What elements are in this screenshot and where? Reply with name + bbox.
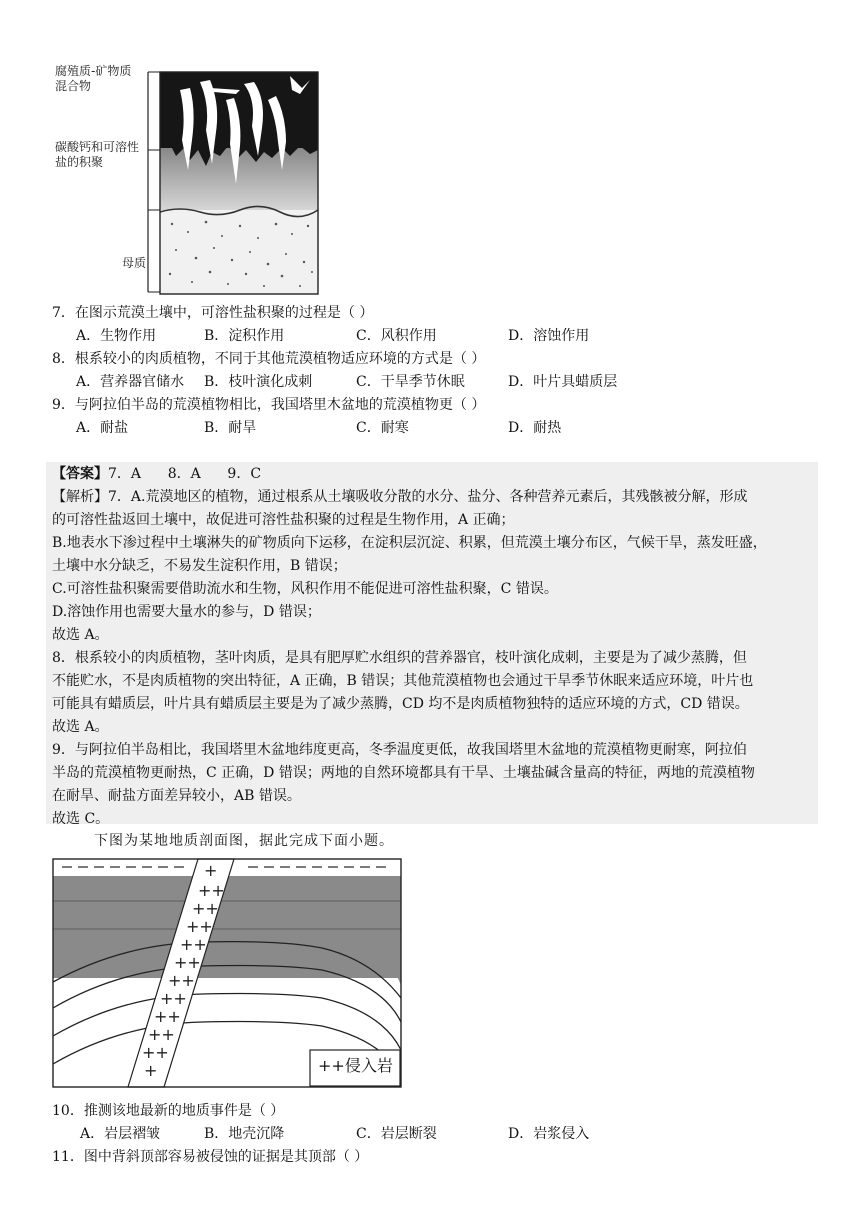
explanation-line: 半岛的荒漠植物更耐热，C 正确，D 错误；两地的自然环境都具有干旱、土壤盐碱含量高的特征，两地的荒漠植物 xyxy=(52,765,755,781)
option-7d[interactable]: D．溶蚀作用 xyxy=(508,328,590,344)
soil-profile-figure xyxy=(140,60,330,300)
label-parent-material: 母质 xyxy=(122,256,147,270)
option-7a[interactable]: A．生物作用 xyxy=(76,328,157,344)
answer-summary xyxy=(52,463,261,485)
explanation-line: D.溶蚀作用也需要大量水的参与，D 错误； xyxy=(52,604,321,620)
question-11-stem: 11．图中背斜顶部容易被侵蚀的证据是其顶部（ ） xyxy=(52,1149,369,1165)
option-9d[interactable]: D．耐热 xyxy=(508,420,562,436)
explanation-line: 故选 A。 xyxy=(52,627,109,643)
explanation-line: C.可溶性盐积聚需要借助流水和生物，风积作用不能促进可溶性盐积聚，C 错误。 xyxy=(52,581,558,597)
answer-tag: 【答案】 xyxy=(52,466,108,482)
svg-text:++: ++ xyxy=(160,989,187,1008)
svg-text:++: ++ xyxy=(168,971,195,990)
svg-text:++: ++ xyxy=(148,1025,175,1044)
option-8d[interactable]: D．叶片具蜡质层 xyxy=(508,374,618,390)
svg-text:++: ++ xyxy=(154,1007,181,1026)
option-10c[interactable]: C．岩层断裂 xyxy=(356,1126,437,1142)
option-7b[interactable]: B．淀积作用 xyxy=(204,328,285,344)
svg-text:++: ++ xyxy=(180,935,207,954)
legend-label: 侵入岩 xyxy=(344,1056,393,1075)
legend-symbol: ++ xyxy=(318,1056,345,1075)
option-10a[interactable]: A．岩层褶皱 xyxy=(80,1126,161,1142)
legend-intrusive-rock xyxy=(318,1056,393,1076)
label-salt-accumulation: 碳酸钙和可溶性 盐的积聚 xyxy=(55,140,140,169)
option-9b[interactable]: B．耐旱 xyxy=(204,420,257,436)
option-8c[interactable]: C．干旱季节休眠 xyxy=(356,374,465,390)
svg-text:++: ++ xyxy=(186,917,213,936)
option-8a[interactable]: A．营养器官储水 xyxy=(76,374,185,390)
question-7-stem: 7．在图示荒漠土壤中，可溶性盐积聚的过程是（ ） xyxy=(52,305,374,321)
explanation-line: 【解析】7．A.荒漠地区的植物，通过根系从土壤吸收分散的水分、盐分、各种营养元素后，其残骸被分解，形成 xyxy=(52,489,748,505)
explanation-line: 土壤中水分缺乏，不易发生淀积作用，B 错误； xyxy=(52,558,347,574)
explanation-line: 不能贮水，不是肉质植物的突出特征，A 正确，B 错误；其他荒漠植物也会通过干旱季节休眠来适应环境，叶片也 xyxy=(52,673,754,689)
svg-text:++: ++ xyxy=(174,953,201,972)
question-9-stem: 9．与阿拉伯半岛的荒漠植物相比，我国塔里木盆地的荒漠植物更（ ） xyxy=(52,397,486,413)
explanation-line: 的可溶性盐返回土壤中，故促进可溶性盐积聚的过程是生物作用，A 正确； xyxy=(52,512,515,528)
svg-text:+: + xyxy=(204,861,218,880)
explanation-line: 可能具有蜡质层，叶片具有蜡质层主要是为了减少蒸腾，CD 均不是肉质植物独特的适应环境的方式，CD 错误。 xyxy=(52,696,749,712)
explanation-line: 故选 C。 xyxy=(52,811,110,827)
svg-text:++: ++ xyxy=(142,1043,169,1062)
explanation-line: 在耐旱、耐盐方面差异较小，AB 错误。 xyxy=(52,788,301,804)
option-9c[interactable]: C．耐寒 xyxy=(356,420,409,436)
figure2-intro: 下图为某地地质剖面图，据此完成下面小题。 xyxy=(94,833,394,849)
question-10-stem: 10．推测该地最新的地质事件是（ ） xyxy=(52,1103,285,1119)
question-9-options xyxy=(0,417,868,439)
label-humus-mineral: 腐殖质-矿物质 混合物 xyxy=(55,64,132,93)
option-9a[interactable]: A．耐盐 xyxy=(76,420,129,436)
explanation-line: 9．与阿拉伯半岛相比，我国塔里木盆地纬度更高，冬季温度更低，故我国塔里木盆地的荒漠植物更耐寒，阿拉伯 xyxy=(52,742,747,758)
answer-keys: 7．A 8．A 9．C xyxy=(108,466,262,482)
explanation-line: B.地表水下渗过程中土壤淋失的矿物质向下运移，在淀积层沉淀、积累，但荒漠土壤分布区，气候干旱，蒸发旺盛， xyxy=(52,535,767,551)
question-10-options xyxy=(0,1123,868,1145)
option-10b[interactable]: B．地壳沉降 xyxy=(204,1126,285,1142)
question-8-stem: 8．根系较小的肉质植物，不同于其他荒漠植物适应环境的方式是（ ） xyxy=(52,351,486,367)
explanation-line: 8．根系较小的肉质植物，茎叶肉质，是具有肥厚贮水组织的营养器官，枝叶演化成刺，主要是为了减少蒸腾，但 xyxy=(52,650,747,666)
svg-text:++: ++ xyxy=(198,881,225,900)
option-7c[interactable]: C．风积作用 xyxy=(356,328,437,344)
question-8-options xyxy=(0,371,868,393)
explanation-line: 故选 A。 xyxy=(52,719,109,735)
question-7-options xyxy=(0,325,868,347)
svg-text:+: + xyxy=(144,1061,158,1080)
option-10d[interactable]: D．岩浆侵入 xyxy=(508,1126,590,1142)
option-8b[interactable]: B．枝叶演化成刺 xyxy=(204,374,313,390)
svg-text:++: ++ xyxy=(192,899,219,918)
